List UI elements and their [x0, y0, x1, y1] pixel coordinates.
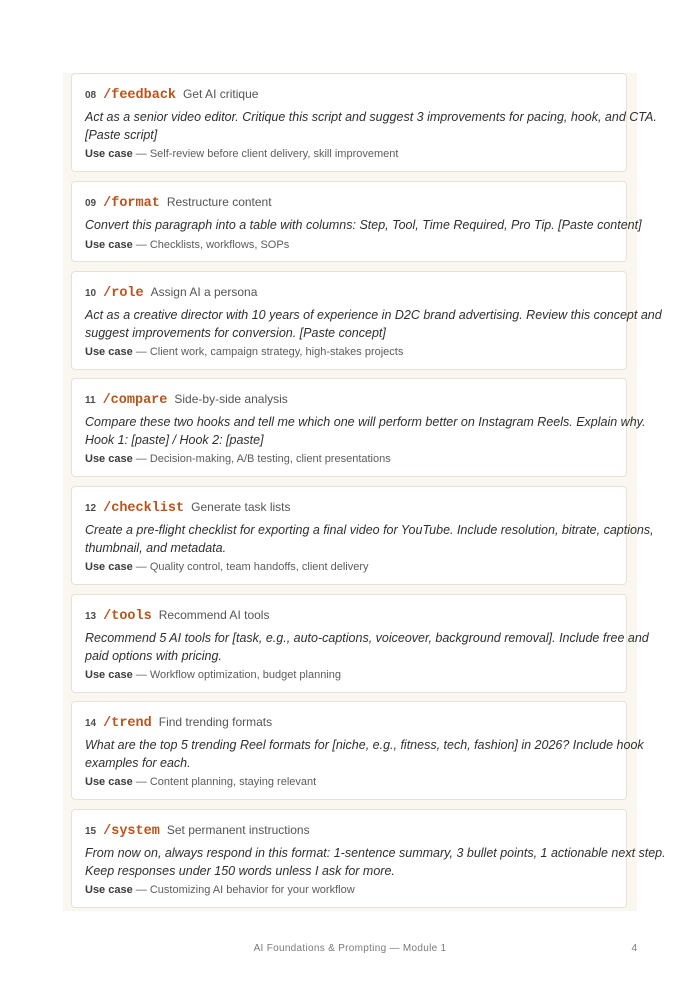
prompt-line: What are the top 5 trending Reel formats for [niche, e.g., fitness, tech, fashion] in 2026? Include hook [85, 738, 644, 752]
prompt-line: paid options with pricing. [85, 648, 222, 663]
prompt-line: From now on, always respond in this format: 1-sentence summary, 3 bullet points, 1 actionable next step. [85, 846, 666, 860]
prompt-card-compare [71, 378, 646, 477]
use-case [85, 345, 613, 359]
use-case-label: Use case [85, 346, 133, 358]
card-number: 11 [85, 395, 96, 406]
command-name: /compare [102, 393, 168, 408]
use-case [85, 147, 613, 161]
card-number: 13 [85, 611, 97, 622]
prompt-text [85, 109, 657, 144]
command-subtitle: Restructure content [166, 195, 272, 209]
use-case-label: Use case [85, 148, 133, 160]
prompt-card-feedback [71, 73, 657, 172]
card-header [85, 715, 613, 735]
use-case-text: — Self-review before client delivery, skill improvement [135, 148, 399, 160]
command-subtitle: Find trending formats [158, 715, 273, 729]
use-case [85, 883, 613, 897]
prompt-card-checklist [71, 486, 654, 585]
command-name: /format [103, 196, 160, 211]
use-case-text: — Content planning, staying relevant [135, 776, 317, 788]
use-case-text: — Quality control, team handoffs, client delivery [135, 561, 369, 573]
card-number: 14 [85, 718, 97, 729]
prompt-line: Act as a senior video editor. Critique this script and suggest 3 improvements for pacing, hook, and CTA. [85, 110, 657, 124]
prompt-text [85, 217, 642, 235]
prompt-text [85, 522, 654, 557]
command-subtitle: Get AI critique [183, 87, 259, 101]
prompt-text [85, 414, 646, 449]
use-case [85, 560, 613, 574]
card-number: 15 [85, 826, 97, 837]
prompt-line: Keep responses under 150 words unless I ask for more. [85, 863, 395, 878]
prompt-line: Recommend 5 AI tools for [task, e.g., auto-captions, voiceover, background removal]. Include free and [85, 631, 649, 645]
prompt-line: [Paste script] [85, 127, 158, 142]
card-number: 10 [85, 288, 97, 299]
prompt-card-trend [71, 701, 644, 800]
command-subtitle: Assign AI a persona [150, 285, 258, 299]
command-name: /system [103, 824, 160, 839]
use-case-label: Use case [85, 669, 133, 681]
prompt-text [85, 845, 666, 880]
prompt-text [85, 307, 662, 342]
use-case-label: Use case [85, 238, 133, 251]
command-subtitle: Recommend AI tools [158, 608, 270, 622]
card-header [85, 392, 613, 412]
command-subtitle: Set permanent instructions [166, 823, 310, 837]
page-number: 4 [631, 943, 637, 954]
card-header [85, 500, 613, 520]
card-header [85, 608, 613, 628]
use-case-text: — Customizing AI behavior for your workflow [135, 884, 355, 896]
prompt-card-role [71, 271, 662, 370]
prompt-line: Create a pre-flight checklist for exporting a final video for YouTube. Include resolution, bitrate, captions, [85, 523, 654, 537]
prompt-card-system [71, 809, 666, 908]
command-name: /role [103, 286, 144, 301]
prompt-line: Act as a creative director with 10 years of experience in D2C brand advertising. Review this concept and [85, 308, 662, 322]
command-subtitle: Side-by-side analysis [174, 392, 288, 406]
use-case-text: — Decision-making, A/B testing, client presentations [135, 453, 391, 465]
prompt-text [85, 630, 649, 665]
use-case-label: Use case [85, 453, 133, 465]
use-case-text: — Checklists, workflows, SOPs [135, 238, 290, 251]
use-case [85, 668, 613, 682]
prompt-line: examples for each. [85, 755, 191, 770]
prompt-card-tools [71, 594, 649, 693]
prompt-line: Convert this paragraph into a table with columns: Step, Tool, Time Required, Pro Tip. [Paste content] [85, 218, 642, 232]
prompt-line: suggest improvements for conversion. [Paste concept] [85, 325, 386, 340]
prompt-line: thumbnail, and metadata. [85, 540, 227, 555]
card-number: 09 [85, 198, 97, 209]
command-name: /checklist [103, 501, 185, 516]
use-case-label: Use case [85, 776, 133, 788]
card-header [85, 195, 613, 215]
command-name: /feedback [103, 88, 177, 103]
use-case-label: Use case [85, 884, 133, 896]
use-case [85, 452, 613, 466]
use-case [85, 775, 613, 789]
command-subtitle: Generate task lists [191, 500, 291, 514]
prompt-line: Hook 1: [paste] / Hook 2: [paste] [85, 432, 264, 447]
page-footer: AI Foundations & Prompting — Module 1 [253, 943, 447, 954]
prompt-text [85, 737, 644, 772]
use-case [85, 238, 613, 252]
use-case-text: — Workflow optimization, budget planning [135, 669, 342, 681]
prompt-line: Compare these two hooks and tell me which one will perform better on Instagram Reels. Explain why. [85, 415, 646, 429]
card-header [85, 823, 613, 843]
command-name: /tools [103, 609, 152, 624]
command-name: /trend [103, 716, 152, 731]
prompt-card-format [71, 181, 642, 262]
card-number: 12 [85, 503, 97, 514]
card-header [85, 285, 613, 305]
use-case-text: — Client work, campaign strategy, high-stakes projects [135, 346, 404, 358]
use-case-label: Use case [85, 561, 133, 573]
card-header [85, 87, 613, 107]
card-number: 08 [85, 90, 97, 101]
